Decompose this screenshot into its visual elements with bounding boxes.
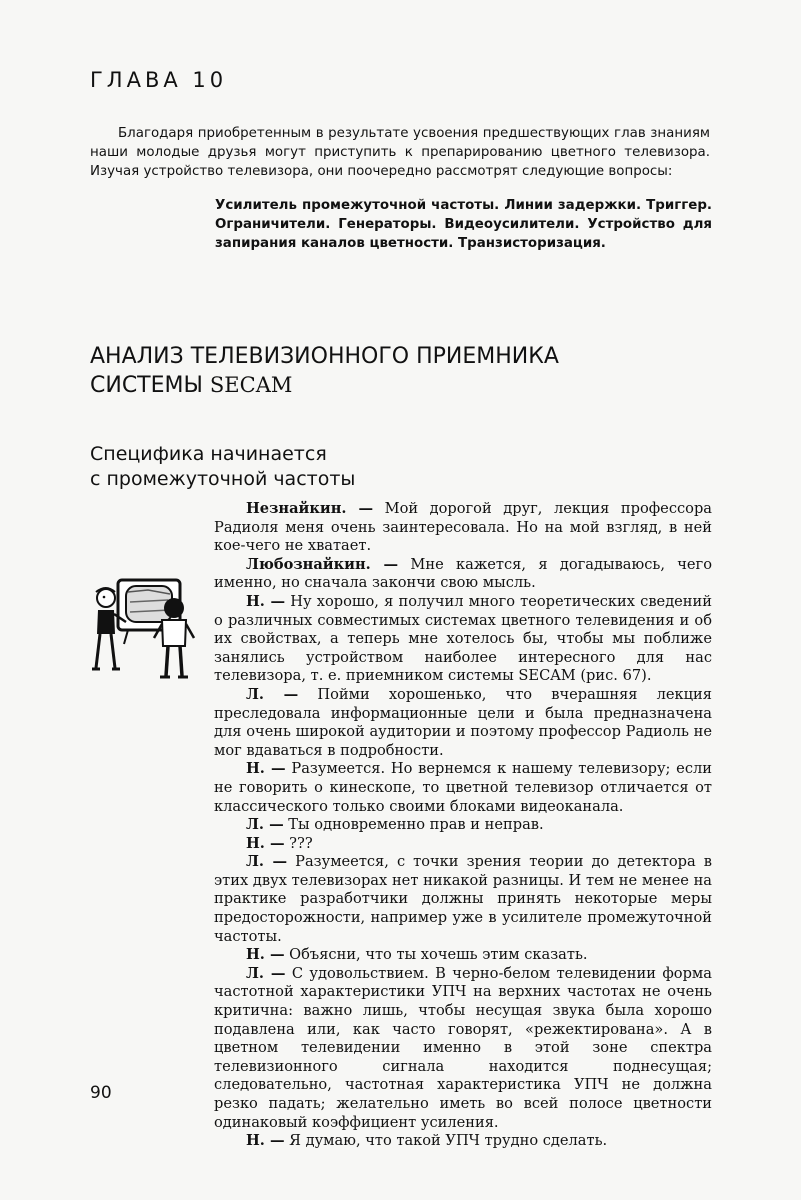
chapter-intro: Благодаря приобретенным в результате усвоения предшествующих глав знаниям наши молодые друзья могут приступить к препарированию цветного телевизора. Изучая устройство телевизора, они поочередно рассмотрят следующие вопросы: bbox=[90, 126, 710, 179]
speaker: Л. — bbox=[246, 685, 299, 703]
dialogue-line bbox=[214, 816, 712, 835]
line-text: С удовольствием. В черно-белом телевидении форма частотной характеристики УПЧ на верхних частотах не очень критична: важно лишь, чтобы несущая звука была хорошо подавлена или, как часто говорят, «режектирована». А в цветном телевидении именно в этой зоне спектра телевизионного сигнала находится поднесущая; следовательно, частотная характеристика УПЧ не должна резко падать; желательно иметь во всей полосе цветности одинаковый коэффициент усиления. bbox=[214, 964, 712, 1131]
chapter-topics: Усилитель промежуточной частоты. Линии задержки. Триггер. Ограничители. Генераторы. Видеоусилители. Устройство для запирания каналов цветности. Транзисторизация. bbox=[215, 198, 712, 251]
line-text: ??? bbox=[284, 834, 313, 852]
dialogue-line bbox=[214, 760, 712, 816]
tv-illustration bbox=[88, 572, 204, 682]
characters-with-tv-icon bbox=[88, 572, 204, 682]
speaker: Любознайкин. — bbox=[246, 555, 399, 573]
line-text: Разумеется. Но вернемся к нашему телевизору; если не говорить о кинескопе, то цветной телевизор отличается от классического только своими блоками видеоканала. bbox=[214, 760, 712, 815]
dialogue-line bbox=[214, 556, 712, 593]
dialogue-line bbox=[214, 965, 712, 1132]
speaker: Н. — bbox=[246, 834, 285, 852]
dialogue-line bbox=[214, 686, 712, 760]
speaker: Л. — bbox=[246, 964, 286, 982]
section-title-line1: АНАЛИЗ ТЕЛЕВИЗИОННОГО ПРИЕМНИКА bbox=[90, 344, 559, 369]
speaker: Н. — bbox=[246, 592, 286, 610]
dialogue-line bbox=[214, 1132, 712, 1151]
line-text: Пойми хорошенько, что вчерашняя лекция преследовала информационные цели и была предназначена для очень широкой аудитории и поэтому профессор Радиоль не мог вдаваться в подробности. bbox=[214, 685, 712, 759]
line-text: Мне кажется, я догадываюсь, чего именно, но сначала закончи свою мысль. bbox=[214, 555, 712, 592]
line-text: Ну хорошо, я получил много теоретических сведений о различных совместимых системах цветного телевидения и об их свойствах, а теперь мне хотелось бы, чтобы мы поближе занялись устройством наиболее интересного для нас телевизора, т. е. приемником системы SECAM (рис. 67). bbox=[214, 592, 712, 685]
subsection-title-line2: с промежуточной частоты bbox=[90, 468, 356, 490]
speaker: Н. — bbox=[246, 760, 286, 778]
line-text: Мой дорогой друг, лекция профессора Радиоля меня очень заинтересовала. Но на мой взгляд, в ней кое-чего не хватает. bbox=[214, 500, 712, 555]
dialogue-line bbox=[214, 946, 712, 965]
line-text: Разумеется, с точки зрения теории до детектора в этих двух телевизорах нет никакой разницы. И тем не менее на практике разработчики должны принять некоторые меры предосторожности, например уже в усилителе промежуточной частоты. bbox=[214, 853, 712, 945]
line-text: Объясни, что ты хочешь этим сказать. bbox=[284, 946, 588, 964]
dialogue bbox=[214, 500, 712, 1151]
section-title-line2-latin: SECAM bbox=[209, 373, 293, 397]
line-text: Я думаю, что такой УПЧ трудно сделать. bbox=[284, 1132, 608, 1150]
dialogue-line bbox=[214, 500, 712, 556]
dialogue-line bbox=[214, 593, 712, 686]
speaker: Н. — bbox=[246, 946, 285, 964]
subsection-title bbox=[90, 442, 490, 492]
dialogue-line bbox=[214, 835, 712, 854]
subsection-title-line1: Специфика начинается bbox=[90, 443, 327, 465]
page-number: 90 bbox=[90, 1083, 112, 1103]
speaker: Незнайкин. — bbox=[246, 500, 374, 517]
line-text: Ты одновременно прав и неправ. bbox=[283, 816, 544, 834]
speaker: Л. — bbox=[246, 816, 284, 834]
chapter-heading: ГЛАВА 10 bbox=[90, 68, 228, 92]
speaker: Л. — bbox=[246, 853, 288, 871]
section-title-line2-prefix: СИСТЕМЫ bbox=[90, 373, 210, 398]
speaker: Н. — bbox=[246, 1132, 285, 1150]
section-title bbox=[90, 342, 710, 400]
dialogue-line bbox=[214, 853, 712, 946]
